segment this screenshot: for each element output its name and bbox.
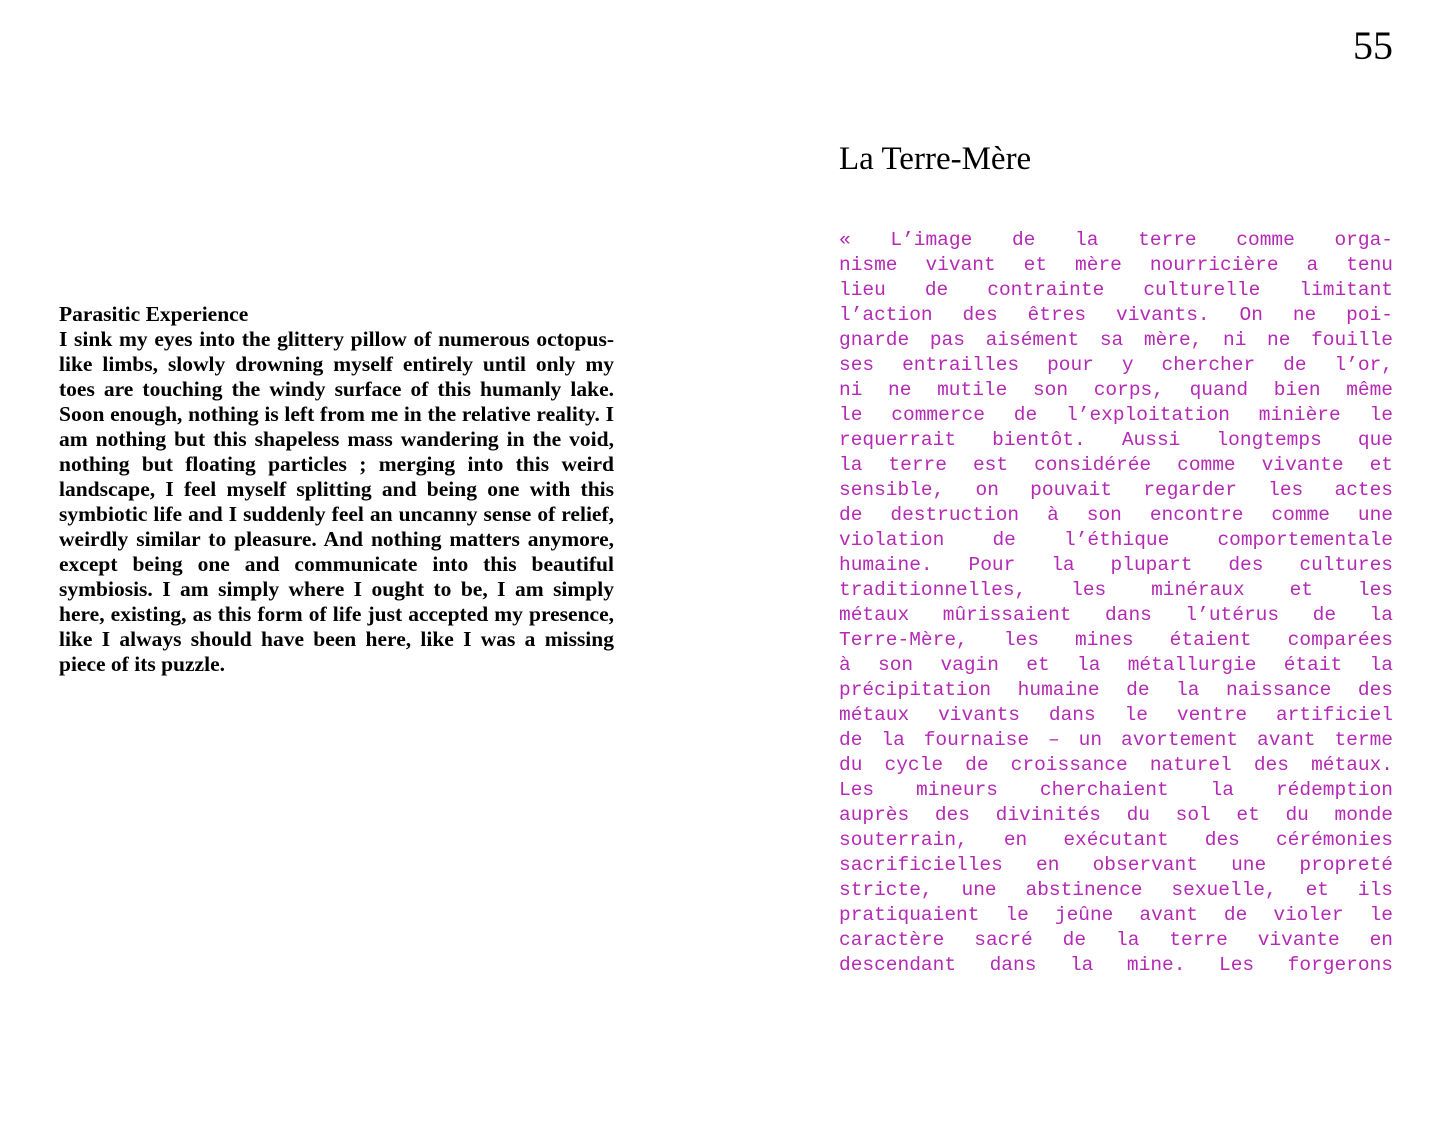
right-body-line: requerrait bientôt. Aussi longtemps que [839,429,1393,451]
right-body-line: ses entrailles pour y chercher de l’or, [839,354,1393,376]
right-body-line: humaine. Pour la plupart des cultures [839,554,1393,576]
left-section-body: I sink my eyes into the glittery pillow of numerous octopus-like limbs, slowly drowning myself entirely until only my toes are touching the windy surface of this humanly lake. Soon enough, nothing is left from me in the relative reality. I am nothing but this shapeless mass wandering in the void, nothing but floating particles ; merging into this weird landscape, I feel myself splitting and being one with this symbiotic life and I suddenly feel an uncanny sense of relief, weirdly similar to pleasure. And nothing matters anymore, except being one and communicate into this beautiful symbiosis. I am simply where I ought to be, I am simply here, existing, as this form of life just accepted my presence, like I always should have been here, like I was a missing piece of its puzzle. [59,327,614,676]
right-body-line: sensible, on pouvait regarder les actes [839,479,1393,501]
right-body-line: métaux vivants dans le ventre artificiel [839,704,1393,726]
right-body-line: souterrain, en exécutant des cérémonies [839,829,1393,851]
right-section-body [839,228,1393,978]
right-body-line: ni ne mutile son corps, quand bien même [839,379,1393,401]
left-text-block [59,302,614,677]
right-body-line: Les mineurs cherchaient la rédemption [839,779,1393,801]
right-body-line: métaux mûrissaient dans l’utérus de la [839,604,1393,626]
right-body-line: la terre est considérée comme vivante et [839,454,1393,476]
right-body-line: pratiquaient le jeûne avant de violer le [839,904,1393,926]
right-body-line: Terre-Mère, les mines étaient comparées [839,629,1393,651]
right-body-line: caractère sacré de la terre vivante en [839,929,1393,951]
right-body-line: le commerce de l’exploitation minière le [839,404,1393,426]
right-body-line: stricte, une abstinence sexuelle, et ils [839,879,1393,901]
left-section-title: Parasitic Experience [59,302,249,326]
right-section-title: La Terre-Mère [839,141,1032,177]
right-body-line: de la fournaise – un avortement avant terme [839,729,1393,751]
right-body-line: sacrificielles en observant une propreté [839,854,1393,876]
right-body-line: « L’image de la terre comme orga- [839,229,1393,251]
right-body-line: traditionnelles, les minéraux et les [839,579,1393,601]
page-number: 55 [1353,23,1393,68]
right-body-line: à son vagin et la métallurgie était la [839,654,1393,676]
right-body-line: nisme vivant et mère nourricière a tenu [839,254,1393,276]
right-body-line: auprès des divinités du sol et du monde [839,804,1393,826]
right-body-line: l’action des êtres vivants. On ne poi- [839,304,1393,326]
right-body-line: descendant dans la mine. Les forgerons [839,954,1393,976]
right-body-line: de destruction à son encontre comme une [839,504,1393,526]
right-body-line: violation de l’éthique comportementale [839,529,1393,551]
right-body-line: précipitation humaine de la naissance des [839,679,1393,701]
right-body-line: du cycle de croissance naturel des métaux. [839,754,1393,776]
right-body-line: lieu de contrainte culturelle limitant [839,279,1393,301]
right-body-line: gnarde pas aisément sa mère, ni ne fouille [839,329,1393,351]
